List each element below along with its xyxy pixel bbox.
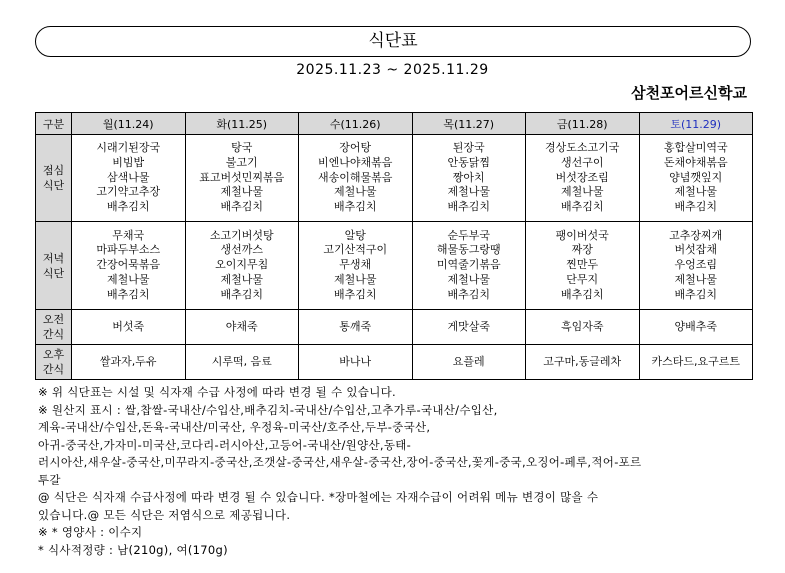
- menu-cell-wed: [299, 345, 413, 380]
- row-label-line: 식단: [42, 179, 65, 192]
- menu-cell-fri: [526, 345, 640, 380]
- menu-item: 순두부국: [447, 228, 490, 242]
- menu-cell-tue: [185, 222, 299, 310]
- menu-item: 제철나물: [674, 185, 717, 199]
- menu-item: 버섯잡채: [674, 243, 717, 257]
- menu-item: 생선구이: [560, 155, 604, 169]
- menu-item: 시래기된장국: [96, 141, 161, 154]
- row-label: [36, 345, 72, 380]
- menu-cell-tue: [185, 310, 299, 345]
- menu-item: 배추김치: [106, 287, 150, 301]
- school-name: 삼천포어르신학교: [631, 84, 747, 102]
- menu-cell-sat: [639, 310, 753, 345]
- menu-cell-wed: [299, 310, 413, 345]
- menu-item: 버섯죽: [112, 319, 145, 333]
- note-line: 있습니다.@ 모든 식단은 저염식으로 제공됩니다.: [38, 507, 291, 522]
- menu-item: 제철나물: [220, 272, 263, 286]
- menu-item: 쌀과자,두유: [99, 354, 157, 368]
- menu-item: 제철나물: [220, 185, 263, 199]
- morning-snack-row: [36, 310, 753, 345]
- menu-item: 해물동그랑땡: [436, 243, 501, 257]
- corner-header: 구분: [36, 113, 72, 135]
- menu-cell-sat: [639, 135, 753, 222]
- menu-item: 소고기버섯탕: [209, 228, 274, 242]
- menu-item: 무채국: [112, 228, 145, 242]
- menu-item: 바나나: [339, 354, 372, 368]
- row-label: [36, 135, 72, 222]
- menu-item: 흑임자죽: [560, 319, 604, 333]
- date-range: 2025.11.23 ~ 2025.11.29: [296, 62, 489, 78]
- menu-cell-mon: [72, 310, 186, 345]
- row-label: [36, 310, 72, 345]
- day-header-tue: 화(11.25): [185, 113, 299, 135]
- row-label-line: 점심: [42, 164, 65, 177]
- note-line: 계육-국내산/수입산,돈육-국내산/미국산, 우정육-미국산/호주산,두부-중국산,: [38, 420, 431, 434]
- menu-item: 생선까스: [220, 243, 263, 257]
- menu-item: 안동닭찜: [447, 155, 490, 169]
- menu-cell-thu: [412, 310, 526, 345]
- menu-item: 배추김치: [560, 287, 604, 301]
- menu-item: 된장국: [452, 141, 485, 154]
- day-header-mon: 월(11.24): [72, 113, 186, 135]
- menu-item: 배추김치: [447, 287, 490, 301]
- menu-item: 고기산적구이: [323, 243, 388, 257]
- menu-cell-fri: [526, 222, 640, 310]
- menu-item: 팽이버섯국: [555, 228, 609, 242]
- menu-item: 버섯장조림: [555, 170, 609, 184]
- menu-item: 고구마,동글레차: [543, 354, 622, 368]
- day-header-thu: 목(11.27): [412, 113, 526, 135]
- menu-cell-thu: [412, 345, 526, 380]
- menu-item: 고추장찌개: [669, 228, 723, 242]
- row-label-line: 저녁: [42, 251, 65, 265]
- menu-item: 배추김치: [220, 200, 263, 214]
- menu-item: 시루떡, 음료: [211, 354, 272, 368]
- day-header-fri: 금(11.28): [526, 113, 640, 135]
- table-header-row: [36, 113, 753, 135]
- menu-item: 통깨죽: [339, 319, 372, 333]
- menu-item: 배추김치: [447, 200, 490, 214]
- note-line: ※ * 영양사 : 이수지: [38, 525, 143, 539]
- note-line: 투갈: [38, 472, 61, 487]
- menu-cell-tue: [185, 135, 299, 222]
- menu-item: 배추김치: [333, 287, 377, 301]
- menu-item: 돈채야채볶음: [663, 155, 728, 169]
- note-line: ※ 원산지 표시 : 쌀,찹쌀-국내산/수입산,배추김치-국내산/수입산,고추가루-국내산/수입산,: [38, 402, 498, 417]
- menu-item: 무생채: [339, 258, 372, 272]
- menu-item: 알탕: [344, 228, 366, 242]
- row-label-line: 오후: [42, 348, 65, 361]
- menu-item: 배추김치: [560, 200, 604, 214]
- day-header-wed: 수(11.26): [299, 113, 413, 135]
- notes: [38, 384, 756, 559]
- note-line: 러시아산,새우살-중국산,미꾸라지-중국산,조갯살-중국산,새우살-중국산,장어-중국산,꽃게-중국,오징어-페루,적어-포르: [38, 455, 642, 469]
- row-label-line: 오전: [42, 313, 65, 326]
- menu-item: 탕국: [231, 141, 253, 154]
- menu-table: [35, 112, 753, 380]
- menu-item: 찐만두: [566, 258, 599, 272]
- menu-title: 식단표: [35, 26, 751, 57]
- lunch-row: [36, 135, 753, 222]
- note-line: 아귀-중국산,가자미-미국산,코다리-러시아산,고등어-국내산/원양산,동태-: [38, 437, 412, 452]
- menu-item: 단무지: [566, 272, 599, 286]
- menu-item: 표고버섯민찌볶음: [199, 170, 285, 184]
- menu-item: 양배추죽: [674, 319, 717, 333]
- menu-item: 야채죽: [225, 319, 258, 333]
- menu-item: 제철나물: [447, 185, 490, 199]
- menu-cell-mon: [72, 345, 186, 380]
- menu-item: 제철나물: [560, 185, 604, 199]
- menu-item: 카스타드,요구르트: [651, 354, 740, 368]
- menu-item: 비빔밥: [112, 155, 145, 169]
- menu-item: 장어탕: [339, 141, 372, 154]
- menu-cell-wed: [299, 222, 413, 310]
- dinner-row: [36, 222, 753, 310]
- menu-item: 마파두부소스: [96, 243, 161, 257]
- menu-item: 고기약고추장: [96, 185, 161, 199]
- note-line: @ 식단은 식자재 수급사정에 따라 변경 될 수 있습니다. *장마철에는 자재수급이 어려워 메뉴 변경이 많을 수: [38, 490, 599, 504]
- menu-item: 배추김치: [333, 200, 377, 214]
- day-header-sat: 토(11.29): [639, 113, 753, 135]
- menu-cell-fri: [526, 310, 640, 345]
- menu-item: 제철나물: [674, 272, 717, 286]
- menu-item: 미역줄기볶음: [436, 258, 501, 272]
- menu-item: 오이지무침: [215, 258, 269, 272]
- menu-item: 제철나물: [333, 272, 377, 286]
- menu-item: 우엉조림: [674, 258, 717, 272]
- menu-item: 간장어묵볶음: [96, 258, 161, 272]
- menu-item: 홍합살미역국: [663, 141, 728, 154]
- menu-item: 배추김치: [674, 200, 717, 214]
- menu-item: 삼색나물: [106, 170, 150, 184]
- menu-cell-mon: [72, 135, 186, 222]
- menu-item: 비엔나야채볶음: [318, 155, 393, 169]
- menu-cell-thu: [412, 135, 526, 222]
- menu-item: 제철나물: [333, 185, 377, 199]
- row-label: [36, 222, 72, 310]
- menu-item: 짱아치: [452, 170, 485, 184]
- note-line: ※ 위 식단표는 시설 및 식자재 수급 사정에 따라 변경 될 수 있습니다.: [38, 385, 396, 399]
- menu-cell-thu: [412, 222, 526, 310]
- row-label-line: 간식: [42, 363, 65, 376]
- note-line: * 식사적정량 : 남(210g), 여(170g): [38, 542, 228, 557]
- menu-item: 제철나물: [106, 272, 150, 286]
- menu-cell-mon: [72, 222, 186, 310]
- menu-cell-wed: [299, 135, 413, 222]
- menu-item: 배추김치: [106, 200, 150, 214]
- afternoon-snack-row: [36, 345, 753, 380]
- menu-item: 짜장: [571, 243, 593, 257]
- menu-item: 게맛살죽: [447, 319, 490, 333]
- menu-item: 새송이해물볶음: [318, 170, 393, 184]
- menu-item: 요플레: [452, 354, 485, 368]
- row-label-line: 간식: [42, 328, 65, 341]
- menu-cell-sat: [639, 222, 753, 310]
- menu-item: 양념깻잎지: [669, 170, 723, 184]
- menu-item: 배추김치: [220, 287, 263, 301]
- menu-cell-fri: [526, 135, 640, 222]
- menu-item: 경상도소고기국: [545, 141, 620, 154]
- menu-item: 불고기: [225, 155, 258, 169]
- menu-item: 배추김치: [674, 287, 717, 301]
- row-label-line: 식단: [42, 266, 65, 280]
- menu-cell-tue: [185, 345, 299, 380]
- menu-item: 제철나물: [447, 272, 490, 286]
- menu-cell-sat: [639, 345, 753, 380]
